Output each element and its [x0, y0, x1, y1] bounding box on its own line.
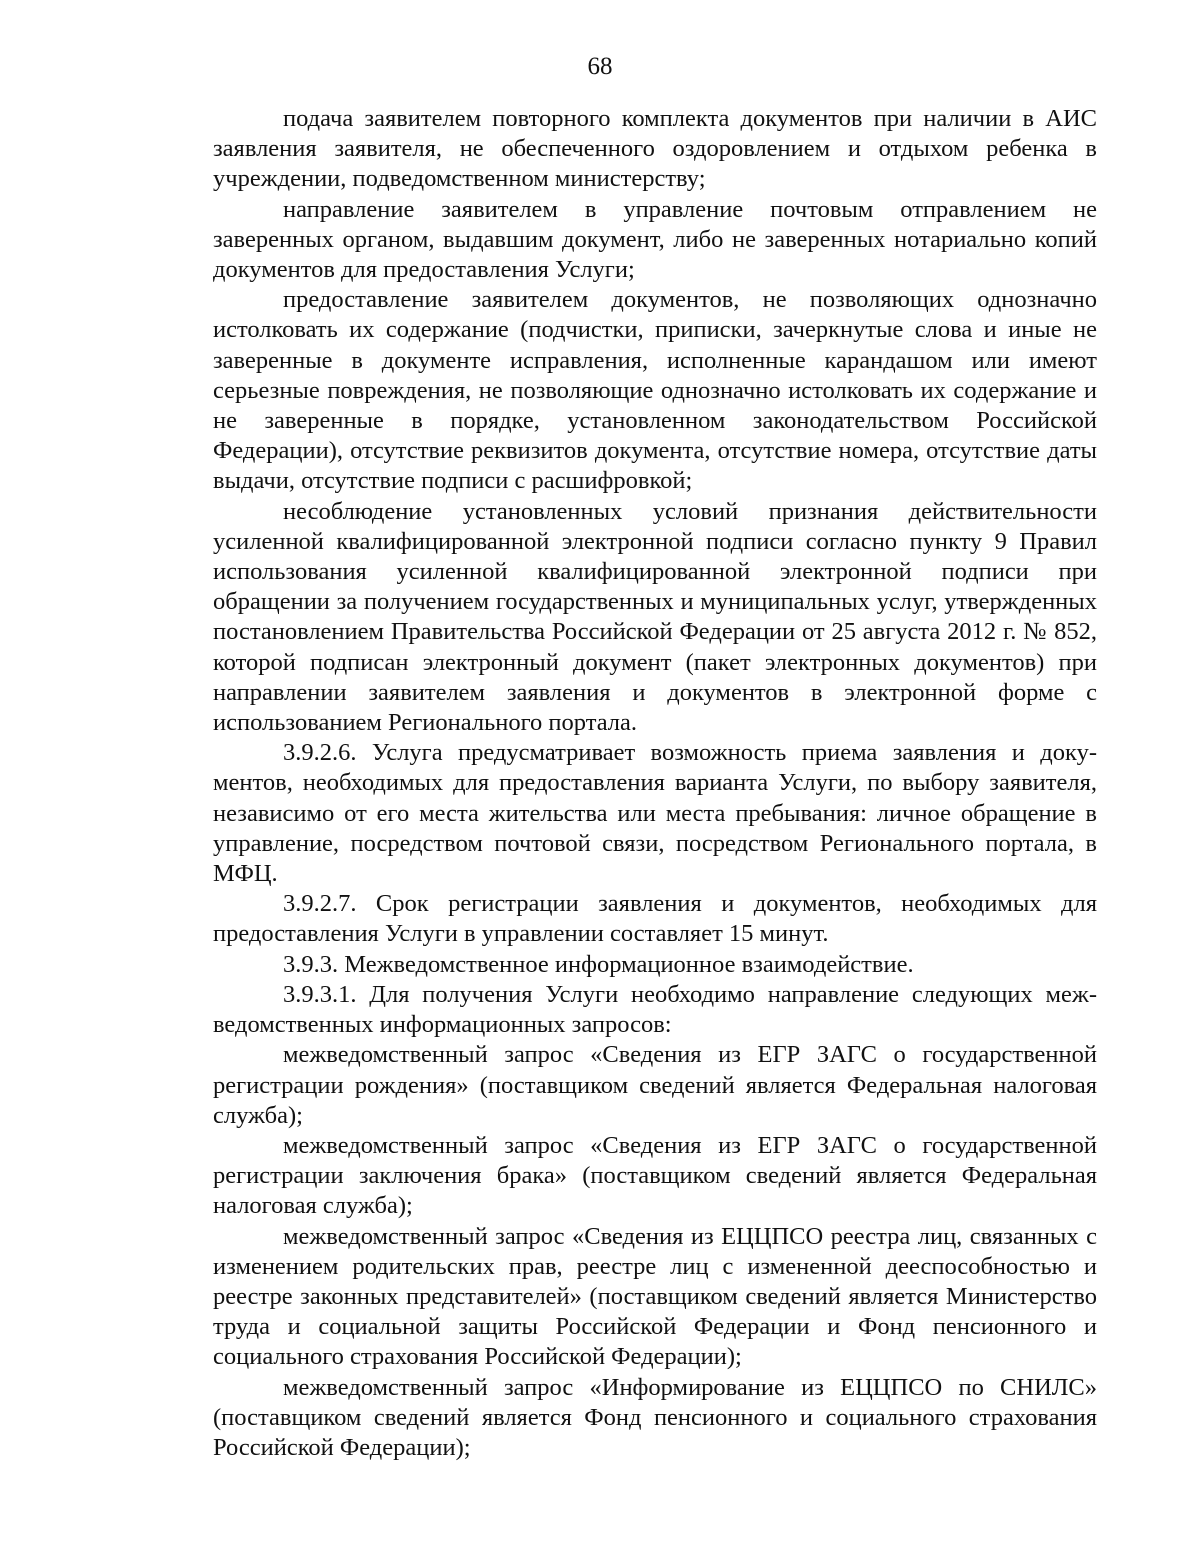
- paragraph: 3.9.3.1. Для получения Услуги необходимо направление следующих межведомственных информационных запросов:: [213, 980, 1097, 1039]
- page-number: 68: [587, 53, 613, 80]
- paragraph: 3.9.2.7. Срок регистрации заявления и документов, необходимых для предоставления Услуги в управлении составляет 15 минут.: [213, 890, 1097, 948]
- paragraph: межведомственный запрос «Информирование из ЕЦЦПСО по СНИЛС» (поставщиком сведений является Фонд пенсионного и социального страхования Российской Федерации);: [213, 1373, 1097, 1461]
- document-body: [213, 104, 1097, 1463]
- paragraph: 3.9.3. Межведомственное информационное взаимодействие.: [283, 950, 914, 978]
- paragraph: межведомственный запрос «Сведения из ЕГР ЗАГС о государственной регистрации рождения» (поставщиком сведений является Федеральная налоговая служба);: [213, 1041, 1097, 1129]
- paragraph: предоставление заявителем документов, не позволяющих однозначно истолковать их содержание (подчистки, приписки, зачеркнутые слова и иные не заверенные в документе исправления, исполненные карандашом или имеют серьезные повреждения, не позволяющие однозначно истолковать их содержание и не заверенные в порядке, установленном законодательством Российской Федерации), отсутствие реквизитов документа, отсутствие номера, отсутствие даты выдачи, отсутствие подписи с расшифровкой;: [213, 286, 1097, 495]
- paragraph: несоблюдение установленных условий признания действительности усиленной квалифицированной электронной подписи согласно пункту 9 Правил использования усиленной квалифицированной электронной подписи при обращении за получением государственных и муниципальных услуг, утвержденных постановлением Правительства Российской Федерации от 25 августа 2012 г. № 852, которой подписан электронный документ (пакет электронных документов) при направлении заявителем заявления и документов в электронной форме с использованием Регионального портала.: [213, 497, 1097, 737]
- paragraph: направление заявителем в управление почтовым отправлением не заверенных органом, выдавшим документ, либо не заверенных нотариально копий документов для предоставления Услуги;: [213, 195, 1097, 284]
- paragraph: межведомственный запрос «Сведения из ЕГР ЗАГС о государственной регистрации заключения брака» (поставщиком сведений является Федеральная налоговая служба);: [213, 1131, 1097, 1220]
- paragraph: межведомственный запрос «Сведения из ЕЦЦПСО реестра лиц, связанных с изменением родительских прав, реестре лиц с измененной дееспособностью и реестре законных представителей» (поставщиком сведений является Министерство труда и социальной защиты Российской Федерации и Фонд пенсионного и социального страхования Российской Федерации);: [213, 1222, 1097, 1371]
- paragraph: подача заявителем повторного комплекта документов при наличии в АИС заявления заявителя, не обеспеченного оздоровлением и отдыхом ребенка в учреждении, подведомственном министерству;: [213, 105, 1097, 193]
- paragraph: 3.9.2.6. Услуга предусматривает возможность приема заявления и документов, необходимых для предоставления варианта Услуги, по выбору заявителя, независимо от его места жительства или места пребывания: личное обращение в управление, посредством почтовой связи, посредством Регионального портала, в МФЦ.: [213, 739, 1097, 888]
